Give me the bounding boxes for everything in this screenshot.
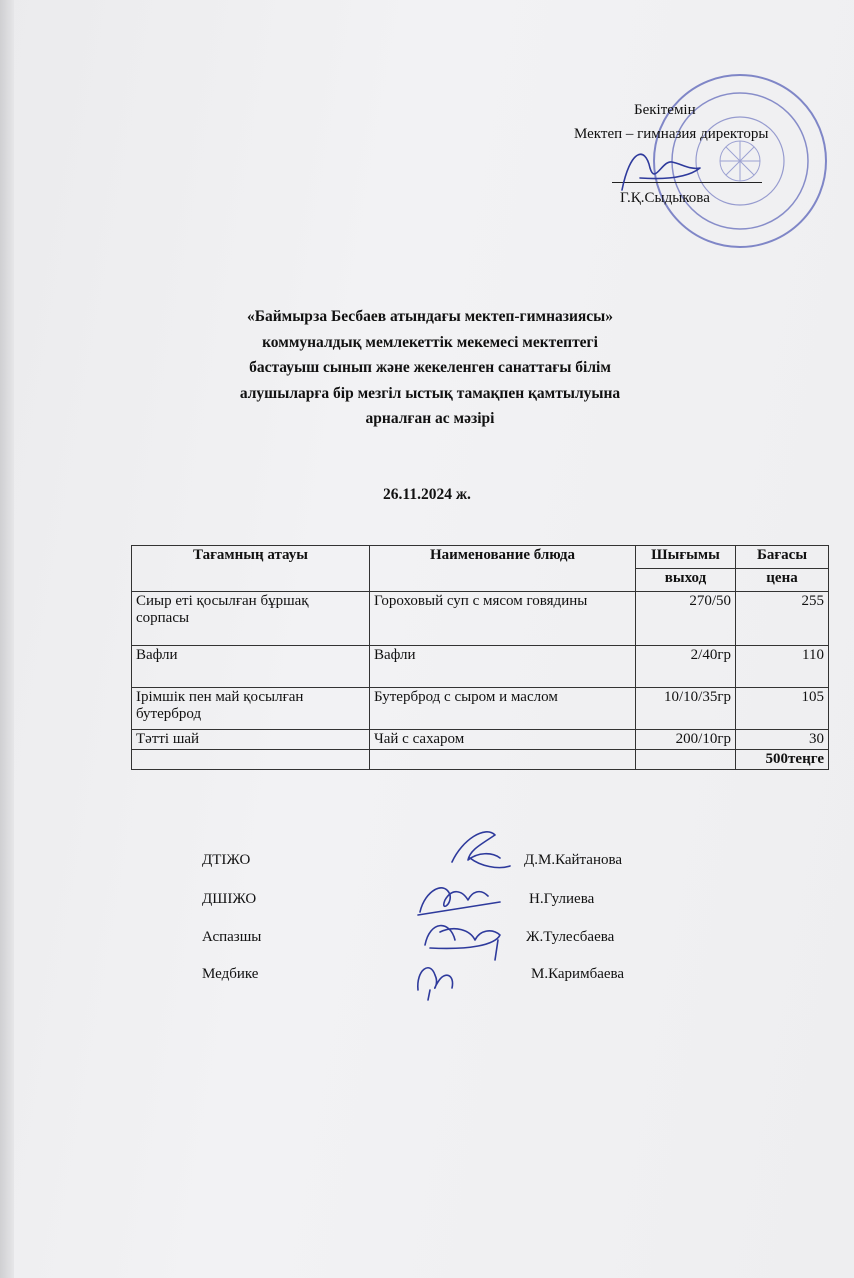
approval-role: Мектеп – гимназия директоры [574,126,769,142]
table-row [132,688,829,730]
approval-title: Бекітемін [634,102,696,118]
total-empty-cell [636,750,736,770]
header-name-kz: Тағамның атауы [132,546,370,592]
total-empty-cell [132,750,370,770]
page-shadow-edge [0,0,14,1278]
header-price-ru: цена [736,569,829,592]
dish-name-ru: Вафли [370,646,636,688]
dish-name-ru: Бутерброд с сыром и маслом [370,688,636,730]
header-name-ru: Наименование блюда [370,546,636,592]
heading-line-4: алушыларға бір мезгіл ыстық тамақпен қамтылуына [239,384,621,402]
document-date: 26.11.2024 ж. [383,486,471,503]
signature-name: Д.М.Кайтанова [524,852,623,868]
table-row [132,646,829,688]
dish-name-kz: Тәтті шай [132,730,370,750]
dish-name-kz: Ірімшік пен май қосылған бутерброд [132,688,370,730]
approval-name: Г.Қ.Сыдыкова [620,190,710,206]
heading-line-5: арналған ас мәзірі [365,410,495,427]
heading-line-1: «Баймырза Бесбаев атындағы мектеп-гимназиясы» [246,308,614,325]
signature-role: ДШІЖО [202,891,257,907]
heading-line-2: коммуналдық мемлекеттік мекемесі мектептегі [262,333,598,351]
dish-name-kz: Сиыр еті қосылған бұршақ сорпасы [132,592,370,646]
signature-name: Н.Гулиева [529,891,595,907]
dish-name-ru: Чай с сахаром [370,730,636,750]
table-row [132,592,829,646]
dish-price: 105 [736,688,829,730]
signature-name: Ж.Тулесбаева [526,929,615,945]
menu-table [131,545,829,770]
document-heading [160,304,700,432]
table-header-row [132,546,829,569]
signature-role: Медбике [202,966,259,982]
total-empty-cell [370,750,636,770]
dish-yield: 270/50 [636,592,736,646]
dish-yield: 10/10/35гр [636,688,736,730]
dish-yield: 200/10гр [636,730,736,750]
table-row [132,730,829,750]
signature-name: М.Каримбаева [531,966,625,982]
table-total-row [132,750,829,770]
dish-price: 110 [736,646,829,688]
dish-yield: 2/40гр [636,646,736,688]
approval-signature-line [612,182,762,183]
signature-role: ДТІЖО [202,852,251,868]
official-seal-stamp [652,70,828,252]
dish-name-kz: Вафли [132,646,370,688]
header-price-kz: Бағасы [736,546,829,569]
header-yield-kz: Шығымы [636,546,736,569]
heading-line-3: бастауыш сынып және жекеленген санаттағы білім [249,359,611,376]
header-yield-ru: выход [636,569,736,592]
dish-name-ru: Гороховый суп с мясом говядины [370,592,636,646]
total-price: 500теңге [736,750,829,770]
dish-price: 30 [736,730,829,750]
signature-role: Аспазшы [202,929,262,945]
dish-price: 255 [736,592,829,646]
